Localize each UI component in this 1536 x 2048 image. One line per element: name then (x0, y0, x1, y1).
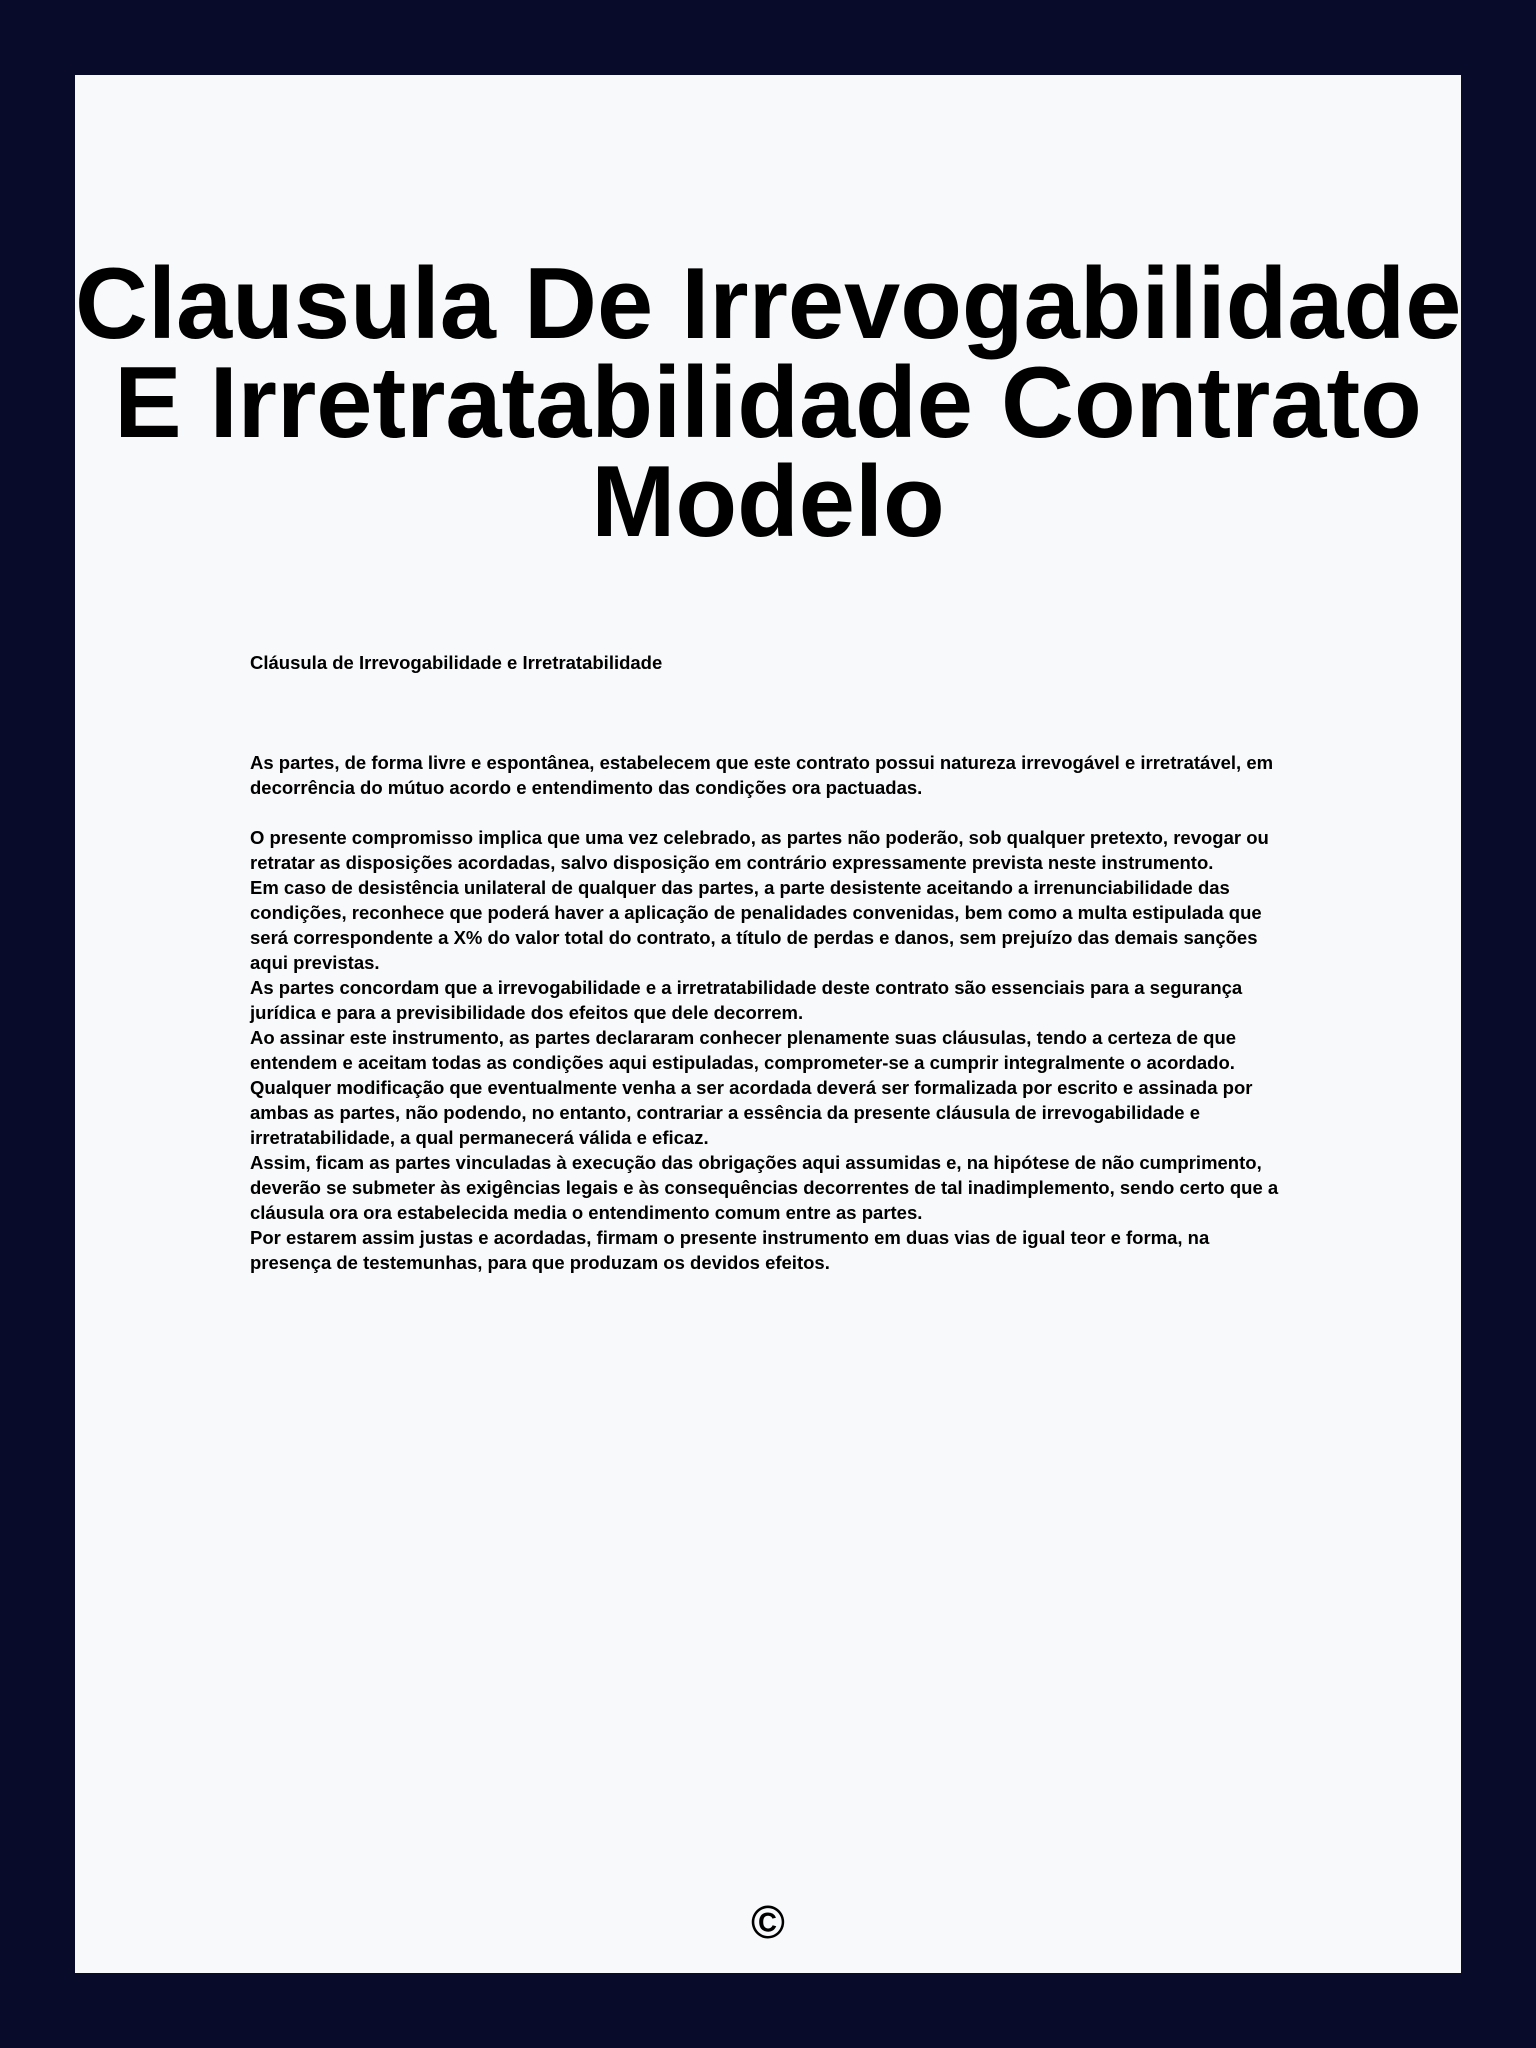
copyright-icon: © (751, 1896, 785, 1948)
title-line-3: Modelo (591, 446, 945, 558)
title-line-2: E Irretratabilidade Contrato (114, 347, 1422, 459)
paragraph-6: Qualquer modificação que eventualmente venha a ser acordada deverá ser formalizada por escrito e assinada por ambas as partes, não podendo, no entanto, contrariar a essência da presente cláusula de irrevogabilidade e irretratabilidade, a qual permanecerá válida e eficaz. (250, 1077, 1253, 1148)
clause-heading: Cláusula de Irrevogabilidade e Irretratabilidade (250, 652, 663, 673)
title-line-1: Clausula De Irrevogabilidade (75, 248, 1461, 360)
page-title (75, 248, 1461, 558)
paragraph-1: As partes, de forma livre e espontânea, estabelecem que este contrato possui natureza irrevogável e irretratável, em decorrência do mútuo acordo e entendimento das condições ora pactuadas. (250, 752, 1274, 798)
clause-body (250, 750, 1290, 1275)
paragraph-5: Ao assinar este instrumento, as partes declararam conhecer plenamente suas cláusulas, tendo a certeza de que entendem e aceitam todas as condições aqui estipuladas, comprometer-se a cumprir integralmente o acordado. (250, 1027, 1237, 1073)
paragraph-2: O presente compromisso implica que uma vez celebrado, as partes não poderão, sob qualquer pretexto, revogar ou retratar as disposições acordadas, salvo disposição em contrário expressamente prevista neste instrumento. (250, 827, 1269, 873)
paragraph-7: Assim, ficam as partes vinculadas à execução das obrigações aqui assumidas e, na hipótese de não cumprimento, deverão se submeter às exigências legais e às consequências decorrentes de tal inadimplemento, sendo certo que a cláusula ora ora estabelecida media o entendimento comum entre as partes. (250, 1152, 1279, 1223)
paragraph-4: As partes concordam que a irrevogabilidade e a irretratabilidade deste contrato são essenciais para a segurança jurídica e para a previsibilidade dos efeitos que dele decorrem. (250, 977, 1243, 1023)
paragraph-3: Em caso de desistência unilateral de qualquer das partes, a parte desistente aceitando a irrenunciabilidade das condições, reconhece que poderá haver a aplicação de penalidades convenidas, bem como a multa estipulada que será correspondente a X% do valor total do contrato, a título de perdas e danos, sem prejuízo das demais sanções aqui previstas. (250, 877, 1262, 973)
paragraph-8: Por estarem assim justas e acordadas, firmam o presente instrumento em duas vias de igual teor e forma, na presença de testemunhas, para que produzam os devidos efeitos. (250, 1227, 1210, 1273)
document-page (75, 75, 1461, 1973)
